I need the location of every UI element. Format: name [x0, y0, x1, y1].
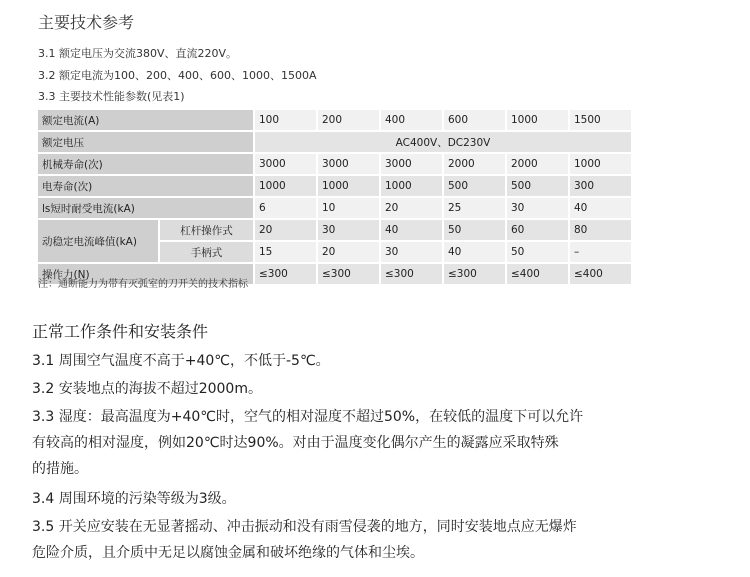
condition-line-1: 3.1 周围空气温度不高于+40℃，不低于-5℃。: [32, 353, 330, 369]
condition-line-5: 3.5 开关应安装在无显著摇动、冲击振动和没有雨雪侵袭的地方，同时安装地点应无爆炸: [32, 519, 577, 535]
condition-line-3-end: 的措施。: [32, 461, 88, 477]
table-cell: AC400V、DC230V: [254, 131, 632, 153]
table-cell: 500: [506, 175, 569, 197]
row-label: 电寿命(次): [38, 175, 254, 197]
table-cell: 40: [380, 219, 443, 241]
table-cell: ≤400: [569, 263, 632, 285]
spec-line-3: 3.3 主要技术性能参数(见表1): [38, 90, 185, 103]
table-cell: 40: [569, 197, 632, 219]
spec-line-2: 3.2 额定电流为100、200、400、600、1000、1500A: [38, 69, 317, 82]
table-cell: 200: [317, 110, 380, 131]
sub-row-label: 手柄式: [159, 241, 254, 263]
table-cell: 20: [254, 219, 317, 241]
spec-line-1: 3.1 额定电压为交流380V、直流220V。: [38, 47, 238, 60]
table-cell: ≤300: [254, 263, 317, 285]
table-note: 注：通断能力为带有灭弧室的刀开关的技术指标: [38, 279, 248, 290]
table-cell: 50: [506, 241, 569, 263]
table-row: [38, 219, 632, 241]
row-label: 操作力(N): [38, 263, 254, 285]
table-cell: 3000: [380, 153, 443, 175]
table-cell: 10: [317, 197, 380, 219]
table-cell: 30: [506, 197, 569, 219]
table-cell: 2000: [506, 153, 569, 175]
table-cell: 6: [254, 197, 317, 219]
table-cell: 20: [380, 197, 443, 219]
table-cell: 1000: [569, 153, 632, 175]
table-cell: 20: [317, 241, 380, 263]
condition-line-2: 3.2 安装地点的海拔不超过2000m。: [32, 381, 262, 397]
table-cell: 15: [254, 241, 317, 263]
row-label: ls短时耐受电流(kA): [38, 197, 254, 219]
table-cell: 80: [569, 219, 632, 241]
table-cell: 60: [506, 219, 569, 241]
condition-line-4: 3.4 周围环境的污染等级为3级。: [32, 491, 236, 507]
table-cell: ≤400: [506, 263, 569, 285]
table-row: [38, 197, 632, 219]
row-label: 额定电压: [38, 131, 254, 153]
row-label: 动稳定电流峰值(kA): [38, 219, 159, 263]
row-label: 机械寿命(次): [38, 153, 254, 175]
table-row: [38, 131, 632, 153]
table-row: [38, 153, 632, 175]
table-cell: ≤300: [317, 263, 380, 285]
condition-line-3: 3.3 湿度：最高温度为+40℃时，空气的相对湿度不超过50%，在较低的温度下可以允许: [32, 409, 584, 425]
table-cell: ≤300: [443, 263, 506, 285]
table-cell: 30: [380, 241, 443, 263]
table-cell: 1000: [254, 175, 317, 197]
condition-line-3-cont: 有较高的相对湿度，例如20℃时达90%。对由于温度变化偶尔产生的凝露应采取特殊: [32, 435, 559, 451]
condition-line-5-cont: 危险介质，且介质中无足以腐蚀金属和破坏绝缘的气体和尘埃。: [32, 545, 424, 561]
main-tech-heading: 主要技术参考: [38, 13, 135, 32]
table-cell: 500: [443, 175, 506, 197]
table-cell: 300: [569, 175, 632, 197]
table-cell: 400: [380, 110, 443, 131]
table-cell: –: [569, 241, 632, 263]
row-label: 额定电流(A): [38, 110, 254, 131]
table-cell: 40: [443, 241, 506, 263]
table-cell: 1500: [569, 110, 632, 131]
table-cell: 1000: [380, 175, 443, 197]
tech-params-table: [38, 110, 633, 286]
table-cell: 50: [443, 219, 506, 241]
table-cell: 600: [443, 110, 506, 131]
table-cell: 25: [443, 197, 506, 219]
table-cell: 3000: [254, 153, 317, 175]
conditions-heading: 正常工作条件和安装条件: [32, 322, 209, 341]
table-cell: 30: [317, 219, 380, 241]
table-cell: ≤300: [380, 263, 443, 285]
table-cell: 3000: [317, 153, 380, 175]
table-cell: 2000: [443, 153, 506, 175]
table-cell: 100: [254, 110, 317, 131]
table-cell: 1000: [317, 175, 380, 197]
sub-row-label: 杠杆操作式: [159, 219, 254, 241]
table-row: [38, 110, 632, 131]
table-row: [38, 175, 632, 197]
table-cell: 1000: [506, 110, 569, 131]
